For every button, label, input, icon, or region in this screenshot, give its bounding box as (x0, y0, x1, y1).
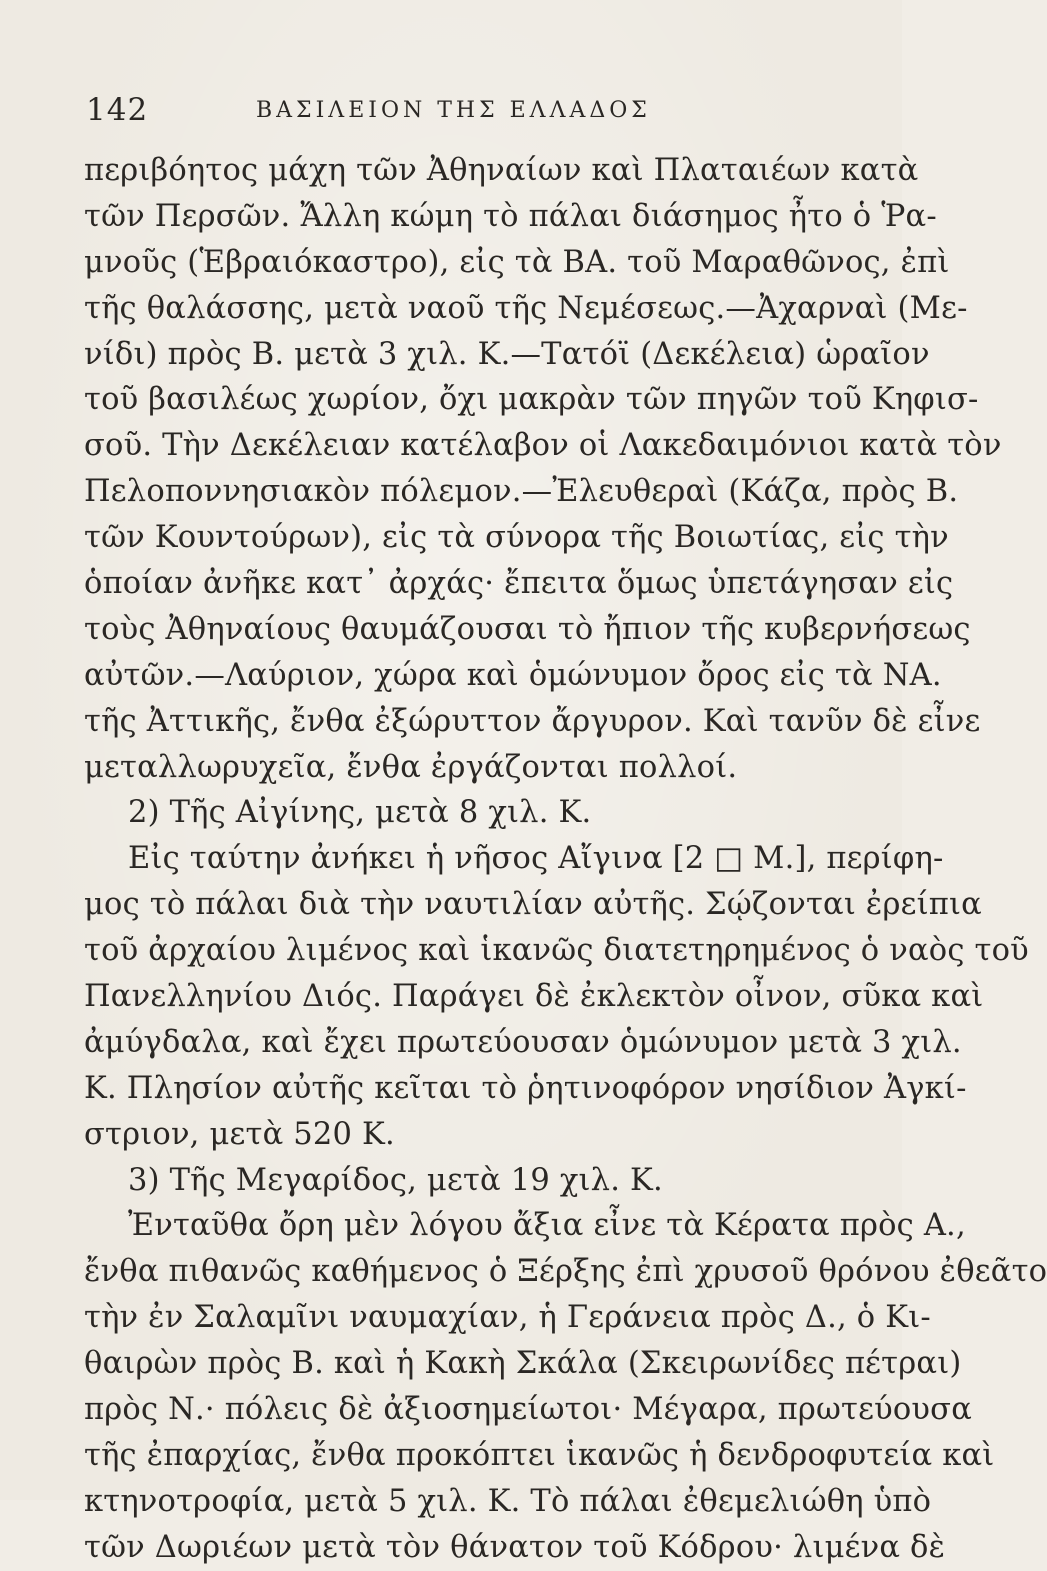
text-line: Κ. Πλησίον αὐτῆς κεῖται τὸ ῥητινοφόρον νησίδιον Ἀγκί- (84, 1070, 967, 1106)
text-line: περιβόητος μάχη τῶν Ἀθηναίων καὶ Πλαταιέων κατὰ (84, 153, 919, 188)
text-line: αὐτῶν.—Λαύριον, χώρα καὶ ὁμώνυμον ὄρος εἰς τὰ ΝΑ. (84, 657, 942, 693)
text-line: κτηνοτροφία, μετὰ 5 χιλ. Κ. Τὸ πάλαι ἐθεμελιώθη ὑπὸ (84, 1483, 932, 1519)
text-line: τῶν Κουντούρων), εἰς τὰ σύνορα τῆς Βοιωτίας, εἰς τὴν (84, 520, 949, 556)
text-line: Εἰς ταύτην ἀνήκει ἡ νῆσος Αἴγινα [2 □ Μ.], περίφη- (128, 841, 944, 877)
page-number: 142 (86, 92, 149, 128)
text-line: τοῦ βασιλέως χωρίον, ὄχι μακρὰν τῶν πηγῶν τοῦ Κηφισ- (84, 382, 979, 418)
text-line: στριον, μετὰ 520 Κ. (84, 1116, 395, 1152)
text-line: τῆς Ἀττικῆς, ἔνθα ἐξώρυττον ἄργυρον. Καὶ τανῦν δὲ εἶνε (84, 703, 981, 739)
text-line: ὁποίαν ἀνῆκε κατ᾽ ἀρχάς· ἔπειτα ὅμως ὑπετάγησαν εἰς (84, 566, 954, 602)
text-line: τὴν ἐν Σαλαμῖνι ναυμαχίαν, ἡ Γεράνεια πρὸς Δ., ὁ Κι- (84, 1300, 931, 1336)
text-line: τοὺς Ἀθηναίους θαυμάζουσαι τὸ ἤπιον τῆς κυβερνήσεως (84, 611, 971, 647)
text-line: Ἐνταῦθα ὄρη μὲν λόγου ἄξια εἶνε τὰ Κέρατα πρὸς Α., (128, 1208, 966, 1244)
text-line: τῶν Περσῶν. Ἄλλη κώμη τὸ πάλαι διάσημος ἦτο ὁ Ῥα- (84, 198, 937, 234)
text-line: μεταλλωρυχεῖα, ἔνθα ἐργάζονται πολλοί. (84, 749, 738, 785)
text-line: νίδι) πρὸς Β. μετὰ 3 χιλ. Κ.—Τατόϊ (Δεκέλεια) ὡραῖον (84, 336, 930, 372)
text-line: τῆς θαλάσσης, μετὰ ναοῦ τῆς Νεμέσεως.—Ἀχαρναὶ (Με- (84, 290, 968, 326)
text-line: θαιρὼν πρὸς Β. καὶ ἡ Κακὴ Σκάλα (Σκειρωνίδες πέτραι) (84, 1346, 962, 1382)
text-line: τῶν Δωριέων μετὰ τὸν θάνατον τοῦ Κόδρου· λιμένα δὲ (84, 1529, 946, 1565)
text-line: πρὸς Ν.· πόλεις δὲ ἀξιοσημείωτοι· Μέγαρα, πρωτεύουσα (84, 1392, 972, 1428)
section-heading: 2) Τῆς Αἰγίνης, μετὰ 8 χιλ. Κ. (128, 795, 592, 831)
text-line: ἔνθα πιθανῶς καθήμενος ὁ Ξέρξης ἐπὶ χρυσοῦ θρόνου ἐθεᾶτο (84, 1254, 1047, 1290)
text-line: τῆς ἐπαρχίας, ἔνθα προκόπτει ἱκανῶς ἡ δενδροφυτεία καὶ (84, 1437, 995, 1473)
body-text (84, 148, 1047, 1571)
text-line: μος τὸ πάλαι διὰ τὴν ναυτιλίαν αὐτῆς. Σῴζονται ἐρείπια (84, 887, 982, 923)
running-head: ΒΑΣΙΛΕΙΟΝ ΤΗΣ ΕΛΛΑΔΟΣ (256, 98, 651, 123)
text-line: ἀμύγδαλα, καὶ ἔχει πρωτεύουσαν ὁμώνυμον μετὰ 3 χιλ. (84, 1024, 962, 1060)
text-line: Πελοποννησιακὸν πόλεμον.—Ἐλευθεραὶ (Κάζα, πρὸς Β. (84, 474, 959, 510)
text-line: Πανελληνίου Διός. Παράγει δὲ ἐκλεκτὸν οἶνον, σῦκα καὶ (84, 979, 984, 1015)
text-line: τοῦ ἀρχαίου λιμένος καὶ ἱκανῶς διατετηρημένος ὁ ναὸς τοῦ (84, 933, 1029, 969)
text-line: μνοῦς (Ἑβραιόκαστρο), εἰς τὰ ΒΑ. τοῦ Μαραθῶνος, ἐπὶ (84, 244, 950, 280)
page-header (86, 92, 856, 132)
text-line: σοῦ. Τὴν Δεκέλειαν κατέλαβον οἱ Λακεδαιμόνιοι κατὰ τὸν (84, 428, 1002, 464)
section-heading: 3) Τῆς Μεγαρίδος, μετὰ 19 χιλ. Κ. (128, 1162, 663, 1198)
